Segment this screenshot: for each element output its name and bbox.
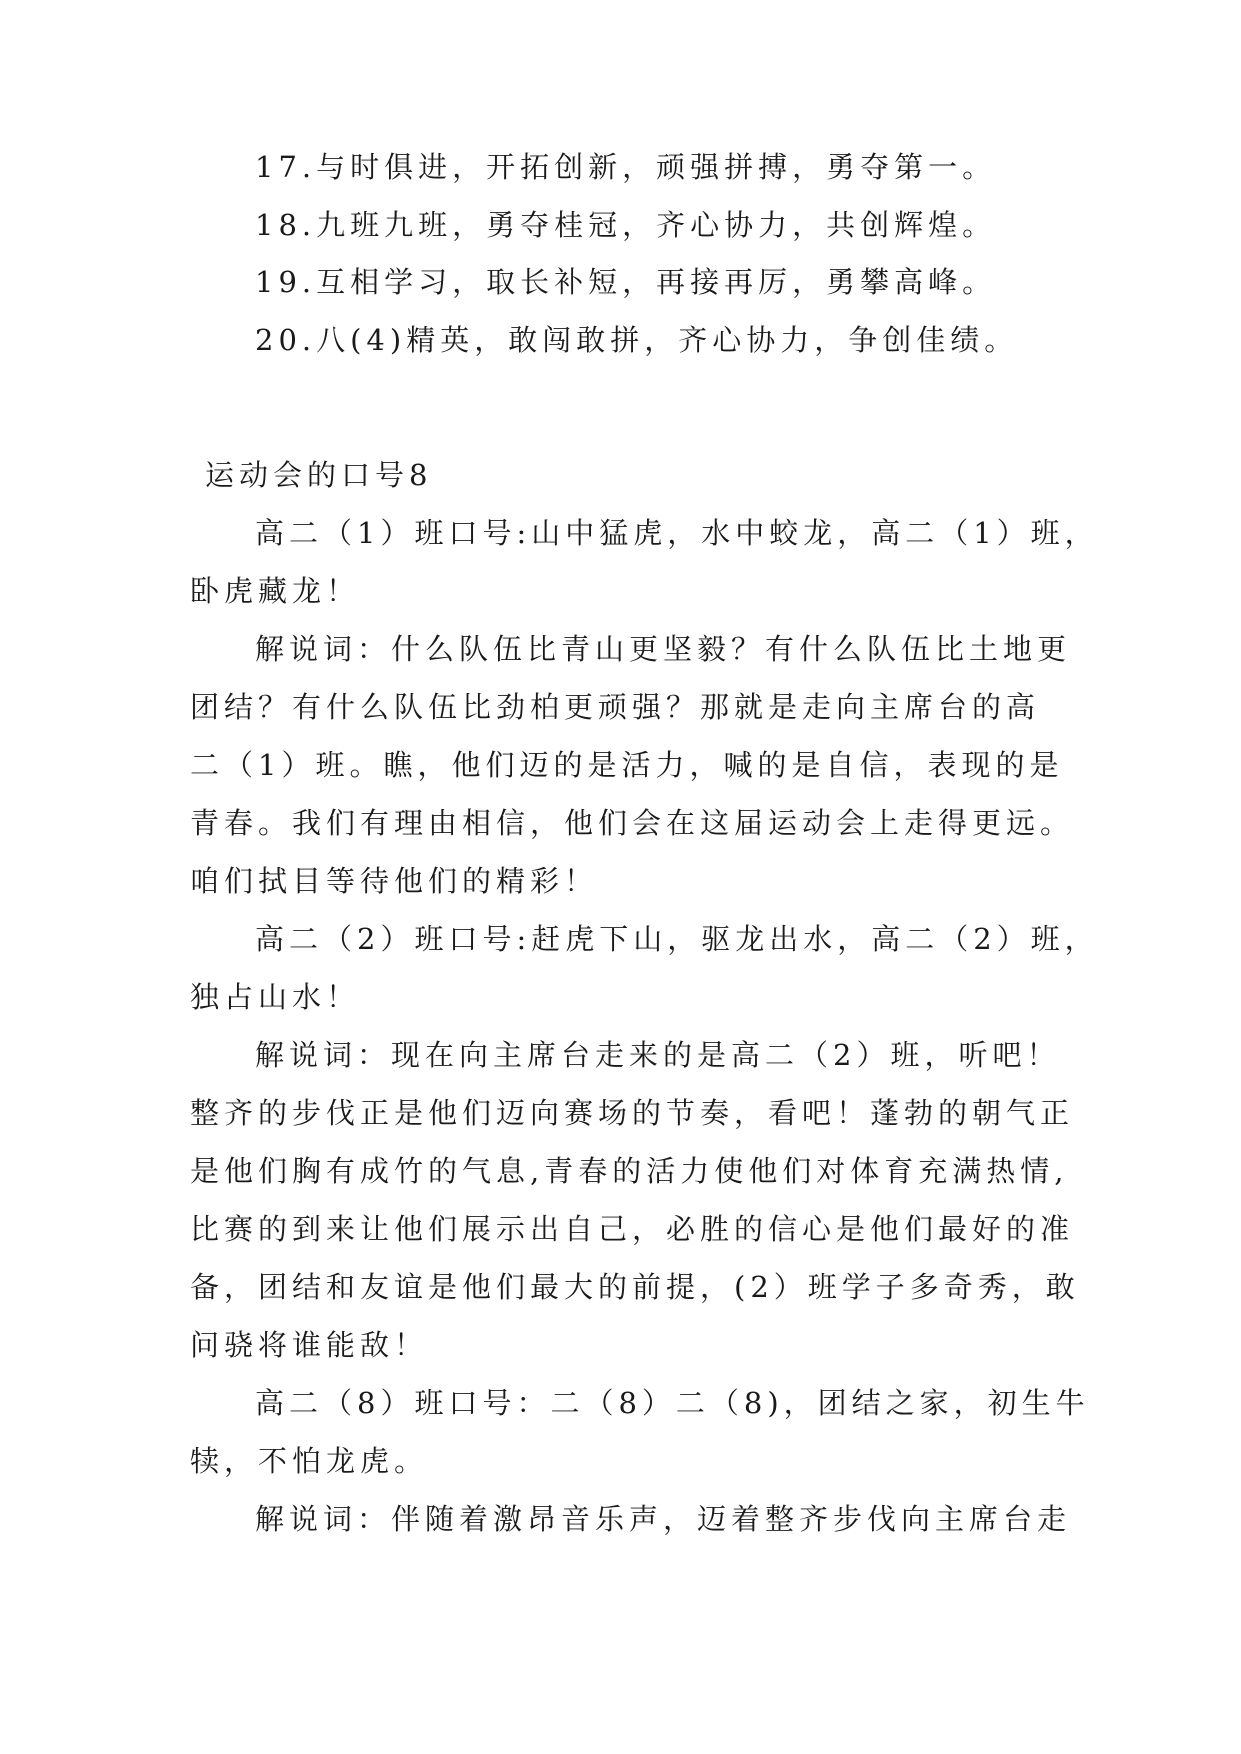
paragraph-line: 整齐的步伐正是他们迈向赛场的节奏，看吧！蓬勃的朝气正: [190, 1096, 1075, 1130]
list-item: 20.八(4)精英，敢闯敢拼，齐心协力，争创佳绩。: [255, 323, 1019, 357]
paragraph-line: 是他们胸有成竹的气息,青春的活力使他们对体育充满热情,: [190, 1154, 1069, 1188]
paragraph-line: 卧虎藏龙！: [190, 574, 361, 608]
paragraph-line: 备，团结和友谊是他们最大的前提，(2）班学子多奇秀，敢: [190, 1270, 1080, 1304]
paragraph-line: 犊，不怕龙虎。: [190, 1444, 429, 1478]
paragraph-line: 二（1）班。瞧，他们迈的是活力，喊的是自信，表现的是: [190, 748, 1064, 782]
paragraph-line: 高二（8）班口号：二（8）二（8)，团结之家，初生牛: [255, 1386, 1090, 1420]
paragraph-line: 高二（1）班口号:山中猛虎，水中蛟龙，高二（1）班，: [255, 516, 1099, 550]
paragraph-line: 问骁将谁能敌！: [190, 1328, 429, 1362]
list-item: 18.九班九班，勇夺桂冠，齐心协力，共创辉煌。: [255, 208, 997, 242]
paragraph-line: 咱们拭目等待他们的精彩！: [190, 864, 599, 898]
paragraph-line: 青春。我们有理由相信，他们会在这届运动会上走得更远。: [190, 806, 1075, 840]
paragraph-line: 解说词：现在向主席台走来的是高二（2）班，听吧！: [255, 1038, 1061, 1072]
paragraph-line: 比赛的到来让他们展示出自己，必胜的信心是他们最好的准: [190, 1212, 1075, 1246]
section-title: 运动会的口号8: [205, 458, 433, 492]
paragraph-line: 解说词：伴随着激昂音乐声，迈着整齐步伐向主席台走: [255, 1502, 1072, 1536]
paragraph-line: 团结？有什么队伍比劲柏更顽强？那就是走向主席台的高: [190, 690, 1041, 724]
list-item: 19.互相学习，取长补短，再接再厉，勇攀高峰。: [255, 265, 997, 299]
paragraph-line: 高二（2）班口号:赶虎下山，驱龙出水，高二（2）班，: [255, 922, 1099, 956]
paragraph-line: 解说词：什么队伍比青山更坚毅？有什么队伍比土地更: [255, 632, 1072, 666]
list-item: 17.与时俱进，开拓创新，顽强拼搏，勇夺第一。: [255, 150, 997, 184]
paragraph-line: 独占山水！: [190, 980, 361, 1014]
